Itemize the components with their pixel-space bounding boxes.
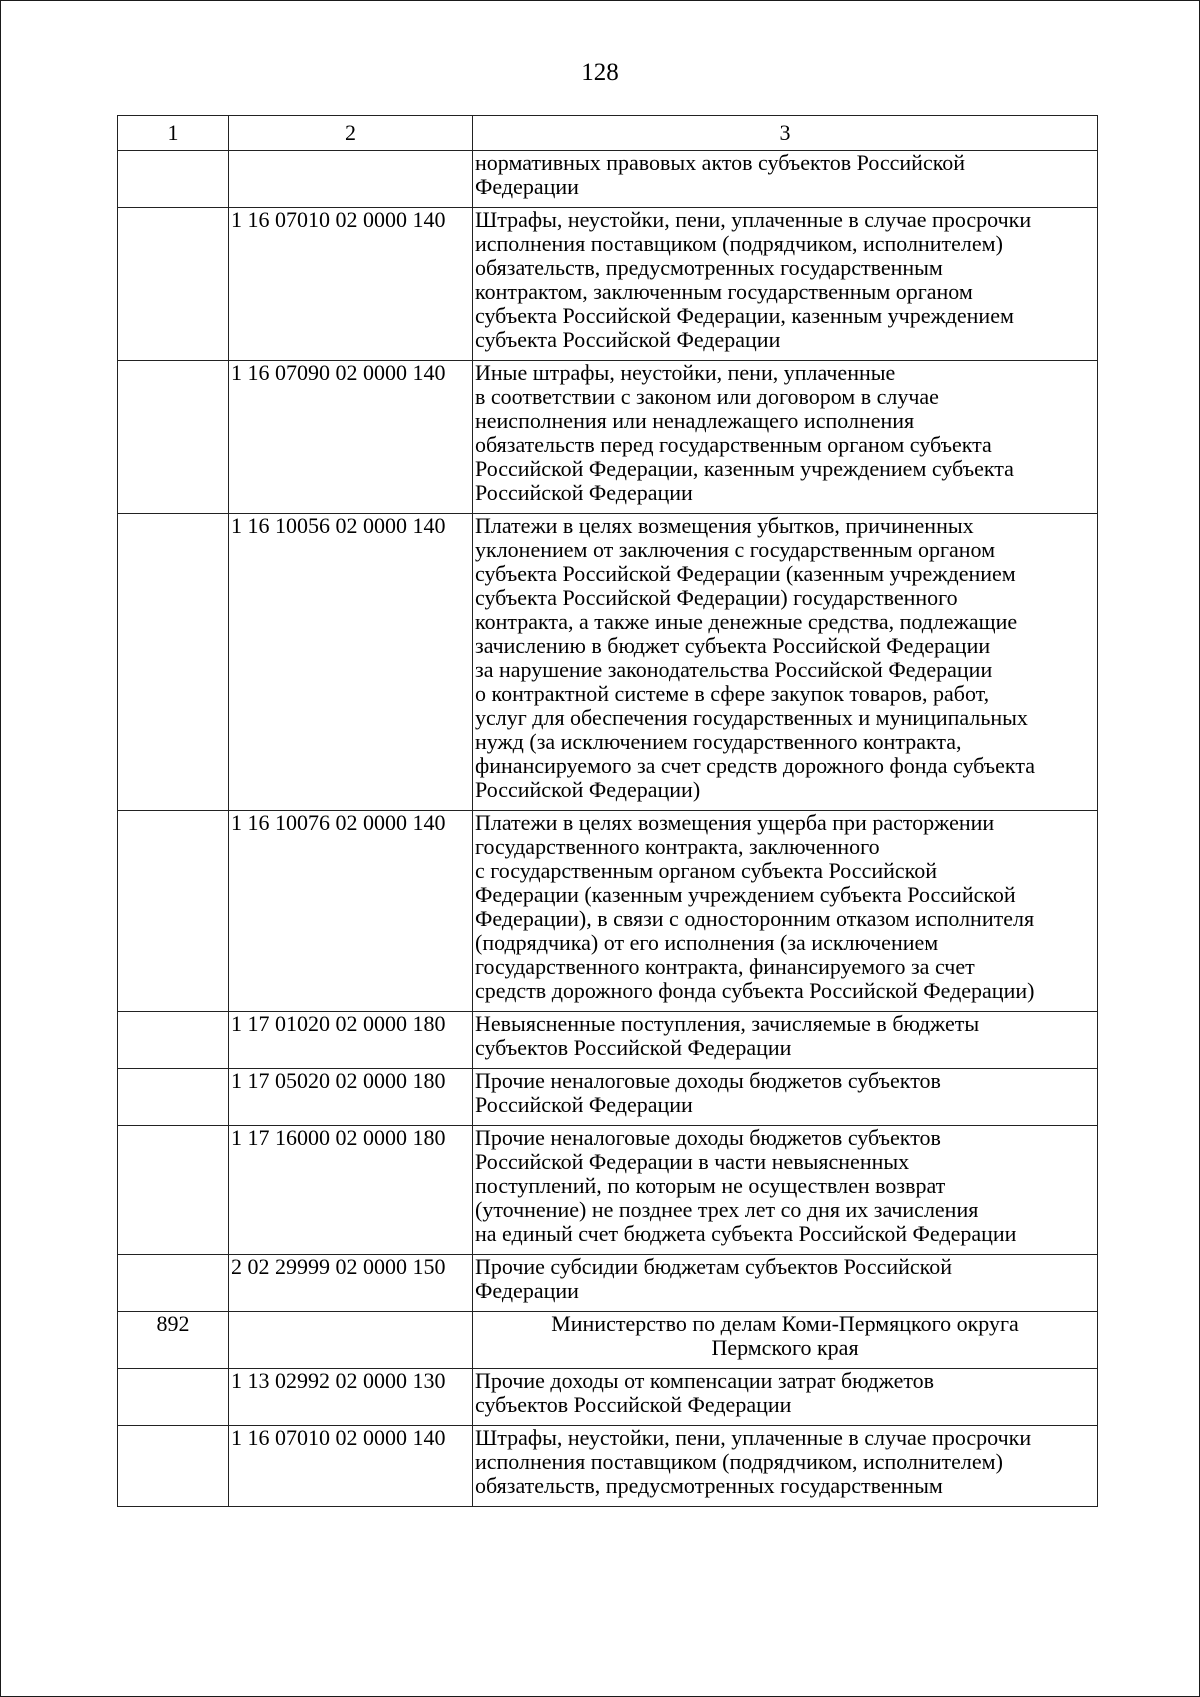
description-line: субъектов Российской Федерации bbox=[475, 1035, 792, 1060]
description-line: исполнения поставщиком (подрядчиком, исполнителем) bbox=[475, 1449, 1003, 1474]
table-row bbox=[118, 1255, 1098, 1312]
description-line: на единый счет бюджета субъекта Российской Федерации bbox=[475, 1221, 1017, 1246]
description-cell bbox=[473, 514, 1098, 811]
description-line: Платежи в целях возмещения убытков, причиненных bbox=[475, 513, 974, 538]
description-line: услуг для обеспечения государственных и муниципальных bbox=[475, 705, 1028, 730]
description-line: уклонением от заключения с государственным органом bbox=[475, 537, 996, 562]
description-line: в соответствии с законом или договором в случае bbox=[475, 384, 939, 409]
description-line: субъекта Российской Федерации, казенным учреждением bbox=[475, 303, 1014, 328]
revenue-code-cell: 1 17 01020 02 0000 180 bbox=[229, 1012, 473, 1069]
table-row bbox=[118, 1069, 1098, 1126]
page-number: 128 bbox=[581, 59, 619, 86]
description-line: финансируемого за счет средств дорожного фонда субъекта bbox=[475, 753, 1035, 778]
description-line: Российской Федерации, казенным учреждением субъекта bbox=[475, 456, 1014, 481]
revenue-code-cell: 1 13 02992 02 0000 130 bbox=[229, 1369, 473, 1426]
revenue-code-cell: 1 16 10076 02 0000 140 bbox=[229, 811, 473, 1012]
description-line: неисполнения или ненадлежащего исполнения bbox=[475, 408, 915, 433]
admin-code-cell bbox=[118, 1069, 229, 1126]
description-cell bbox=[473, 1126, 1098, 1255]
admin-code-cell bbox=[118, 1012, 229, 1069]
table-row bbox=[118, 361, 1098, 514]
admin-code-cell bbox=[118, 1426, 229, 1507]
description-line: контракта, а также иные денежные средства, подлежащие bbox=[475, 609, 1018, 634]
description-line: Невыясненные поступления, зачисляемые в бюджеты bbox=[475, 1011, 980, 1036]
description-line: Российской Федерации) bbox=[475, 777, 701, 802]
table-body bbox=[118, 151, 1098, 1507]
description-line: контрактом, заключенным государственным органом bbox=[475, 279, 973, 304]
description-line: обязательств, предусмотренных государственным bbox=[475, 1473, 943, 1498]
description-line: поступлений, по которым не осуществлен возврат bbox=[475, 1173, 946, 1198]
description-line: средств дорожного фонда субъекта Российской Федерации) bbox=[475, 978, 1035, 1003]
description-line: Прочие неналоговые доходы бюджетов субъектов bbox=[475, 1125, 941, 1150]
description-cell bbox=[473, 1255, 1098, 1312]
table-row bbox=[118, 1369, 1098, 1426]
description-cell bbox=[473, 1012, 1098, 1069]
revenue-code-cell: 1 16 10056 02 0000 140 bbox=[229, 514, 473, 811]
description-line: государственного контракта, заключенного bbox=[475, 834, 880, 859]
revenue-code-cell: 1 17 16000 02 0000 180 bbox=[229, 1126, 473, 1255]
description-line: обязательств, предусмотренных государственным bbox=[475, 255, 943, 280]
description-cell bbox=[473, 1369, 1098, 1426]
table-row bbox=[118, 1312, 1098, 1369]
revenue-code-cell bbox=[229, 1312, 473, 1369]
admin-code-cell bbox=[118, 208, 229, 361]
admin-code-cell bbox=[118, 361, 229, 514]
admin-code-cell bbox=[118, 811, 229, 1012]
description-line: за нарушение законодательства Российской Федерации bbox=[475, 657, 993, 682]
admin-code-cell bbox=[118, 151, 229, 208]
description-line: Федерации bbox=[475, 1278, 579, 1303]
table-row bbox=[118, 208, 1098, 361]
description-cell bbox=[473, 811, 1098, 1012]
description-line: нужд (за исключением государственного контракта, bbox=[475, 729, 962, 754]
description-cell bbox=[473, 208, 1098, 361]
description-line: Платежи в целях возмещения ущерба при расторжении bbox=[475, 810, 995, 835]
description-line: обязательств перед государственным органом субъекта bbox=[475, 432, 992, 457]
description-line: Федерации bbox=[475, 174, 579, 199]
description-line: Российской Федерации в части невыясненных bbox=[475, 1149, 910, 1174]
description-line: Министерство по делам Коми-Пермяцкого округа bbox=[551, 1311, 1019, 1336]
table-row bbox=[118, 1126, 1098, 1255]
description-line: субъекта Российской Федерации) государственного bbox=[475, 585, 958, 610]
revenue-code-cell: 2 02 29999 02 0000 150 bbox=[229, 1255, 473, 1312]
description-cell bbox=[473, 1312, 1098, 1369]
description-line: с государственным органом субъекта Российской bbox=[475, 858, 937, 883]
table-row bbox=[118, 811, 1098, 1012]
admin-code-cell: 892 bbox=[118, 1312, 229, 1369]
description-line: субъектов Российской Федерации bbox=[475, 1392, 792, 1417]
description-line: Штрафы, неустойки, пени, уплаченные в случае просрочки bbox=[475, 207, 1032, 232]
header-col-2: 2 bbox=[229, 116, 473, 151]
description-line: Федерации (казенным учреждением субъекта Российской bbox=[475, 882, 1016, 907]
revenue-code-cell: 1 17 05020 02 0000 180 bbox=[229, 1069, 473, 1126]
description-cell bbox=[473, 151, 1098, 208]
description-cell bbox=[473, 361, 1098, 514]
description-line: Пермского края bbox=[711, 1335, 859, 1360]
header-col-1: 1 bbox=[118, 116, 229, 151]
header-col-3: 3 bbox=[473, 116, 1098, 151]
admin-code-cell bbox=[118, 1369, 229, 1426]
description-line: Российской Федерации bbox=[475, 480, 693, 505]
admin-code-cell bbox=[118, 1126, 229, 1255]
revenue-code-cell: 1 16 07010 02 0000 140 bbox=[229, 1426, 473, 1507]
table-row bbox=[118, 1426, 1098, 1507]
description-line: государственного контракта, финансируемого за счет bbox=[475, 954, 975, 979]
description-line: субъекта Российской Федерации bbox=[475, 327, 781, 352]
table-header-row bbox=[118, 116, 1098, 151]
description-line: о контрактной системе в сфере закупок товаров, работ, bbox=[475, 681, 990, 706]
description-line: Прочие неналоговые доходы бюджетов субъектов bbox=[475, 1068, 941, 1093]
revenue-code-cell bbox=[229, 151, 473, 208]
description-line: исполнения поставщиком (подрядчиком, исполнителем) bbox=[475, 231, 1003, 256]
description-line: субъекта Российской Федерации (казенным учреждением bbox=[475, 561, 1016, 586]
admin-code-cell bbox=[118, 514, 229, 811]
description-line: (подрядчика) от его исполнения (за исключением bbox=[475, 930, 939, 955]
description-cell bbox=[473, 1069, 1098, 1126]
revenue-codes-table bbox=[117, 115, 1098, 1507]
description-cell bbox=[473, 1426, 1098, 1507]
table-row bbox=[118, 514, 1098, 811]
description-line: Федерации), в связи с односторонним отказом исполнителя bbox=[475, 906, 1035, 931]
description-line: Иные штрафы, неустойки, пени, уплаченные bbox=[475, 360, 896, 385]
description-line: нормативных правовых актов субъектов Российской bbox=[475, 150, 966, 175]
admin-code-cell bbox=[118, 1255, 229, 1312]
description-line: Российской Федерации bbox=[475, 1092, 693, 1117]
description-line: Штрафы, неустойки, пени, уплаченные в случае просрочки bbox=[475, 1425, 1032, 1450]
table-row bbox=[118, 1012, 1098, 1069]
description-line: Прочие субсидии бюджетам субъектов Российской bbox=[475, 1254, 953, 1279]
revenue-code-cell: 1 16 07010 02 0000 140 bbox=[229, 208, 473, 361]
revenue-code-cell: 1 16 07090 02 0000 140 bbox=[229, 361, 473, 514]
description-line: (уточнение) не позднее трех лет со дня их зачисления bbox=[475, 1197, 979, 1222]
description-line: зачислению в бюджет субъекта Российской Федерации bbox=[475, 633, 991, 658]
description-line: Прочие доходы от компенсации затрат бюджетов bbox=[475, 1368, 935, 1393]
table-row bbox=[118, 151, 1098, 208]
